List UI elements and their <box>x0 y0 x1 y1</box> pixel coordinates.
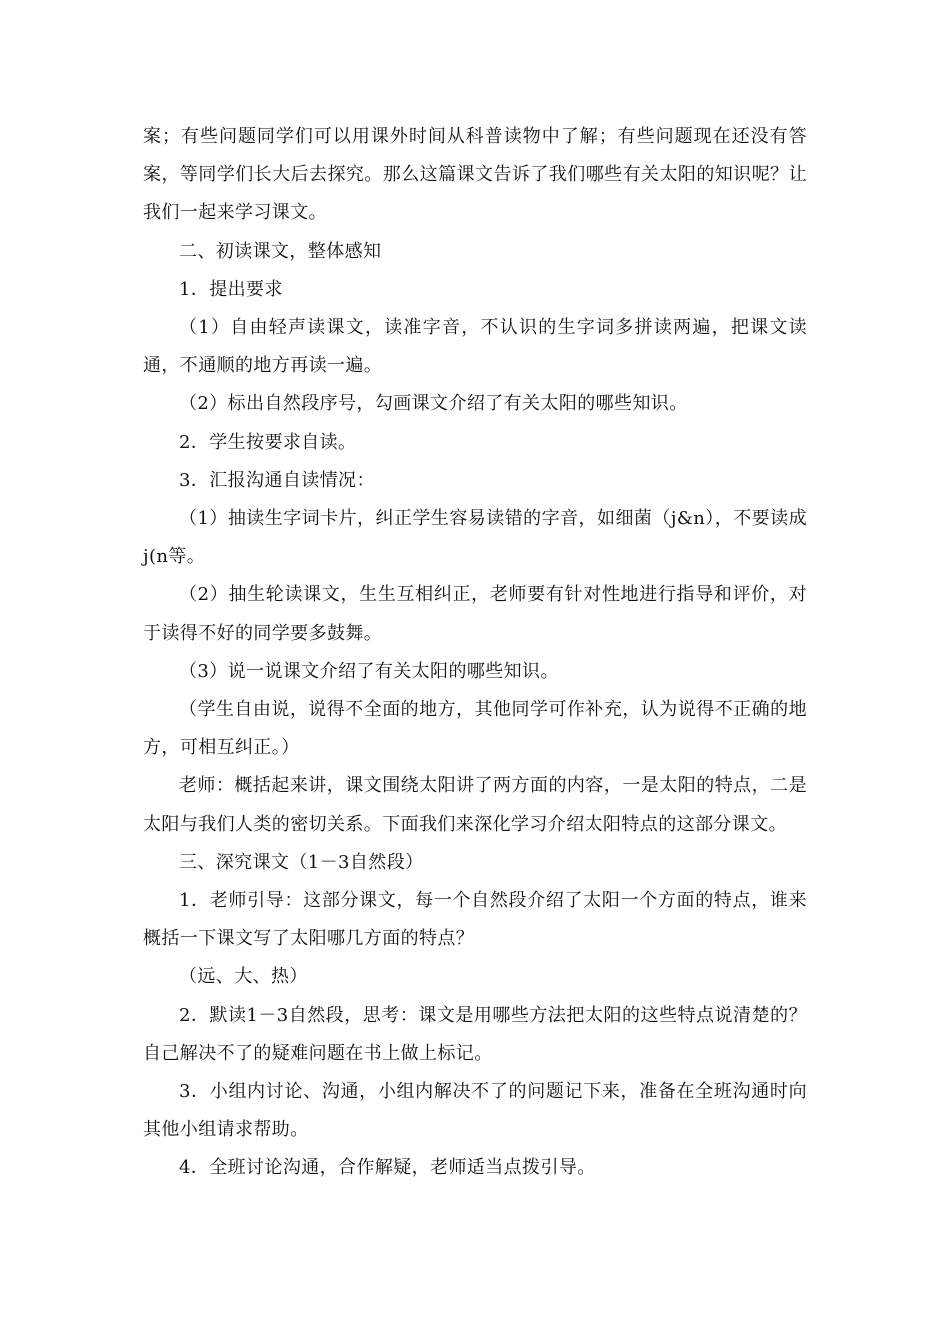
step-report: 3．汇报沟通自读情况： <box>179 469 375 491</box>
paragraph-intro-continuation: 案；有些问题同学们可以用课外时间从科普读物中了解；有些问题现在还没有答案，等同学们长大后去探究。那么这篇课文告诉了我们哪些有关太阳的知识呢？让我们一起来学习课文。 <box>143 126 807 224</box>
teacher-summary: 老师：概括起来讲，课文围绕太阳讲了两方面的内容，一是太阳的特点，二是太阳与我们人类的密切关系。下面我们来深化学习介绍太阳特点的这部分课文。 <box>143 775 807 835</box>
document-body <box>143 118 807 1188</box>
requirement-read-aloud: （1）自由轻声读课文，读准字音，不认识的生字词多拼读两遍，把课文读通，不通顺的地方再读一遍。 <box>143 317 807 377</box>
student-discussion-note: （学生自由说，说得不全面的地方，其他同学可作补充，认为说得不正确的地方，可相互纠正。） <box>143 699 807 759</box>
report-word-cards: （1）抽读生字词卡片，纠正学生容易读错的字音，如细菌（j&n），不要读成j(n等。 <box>143 508 807 568</box>
step-self-reading: 2．学生按要求自读。 <box>179 431 357 453</box>
step-teacher-guidance: 1．老师引导：这部分课文，每一个自然段介绍了太阳一个方面的特点，谁来概括一下课文写了太阳哪几方面的特点？ <box>143 890 807 950</box>
answer-features: （远、大、热） <box>179 966 308 988</box>
report-take-turns: （2）抽生轮读课文，生生互相纠正，老师要有针对性地进行指导和评价，对于读得不好的同学要多鼓舞。 <box>143 584 807 644</box>
step-group-discussion: 3．小组内讨论、沟通，小组内解决不了的问题记下来，准备在全班沟通时向其他小组请求帮助。 <box>143 1081 807 1141</box>
step-silent-reading: 2．默读1－3自然段，思考：课文是用哪些方法把太阳的这些特点说清楚的？自己解决不了的疑难问题在书上做上标记。 <box>143 1004 807 1064</box>
step-class-discussion: 4．全班讨论沟通，合作解疑，老师适当点拨引导。 <box>179 1157 596 1179</box>
section-heading-deep-study: 三、深究课文（1－3自然段） <box>179 851 424 873</box>
requirement-mark-paragraphs: （2）标出自然段序号，勾画课文介绍了有关太阳的哪些知识。 <box>179 393 688 415</box>
report-discuss-knowledge: （3）说一说课文介绍了有关太阳的哪些知识。 <box>179 660 559 682</box>
step-requirements: 1．提出要求 <box>179 278 283 300</box>
section-heading-first-reading: 二、初读课文，整体感知 <box>179 240 382 262</box>
